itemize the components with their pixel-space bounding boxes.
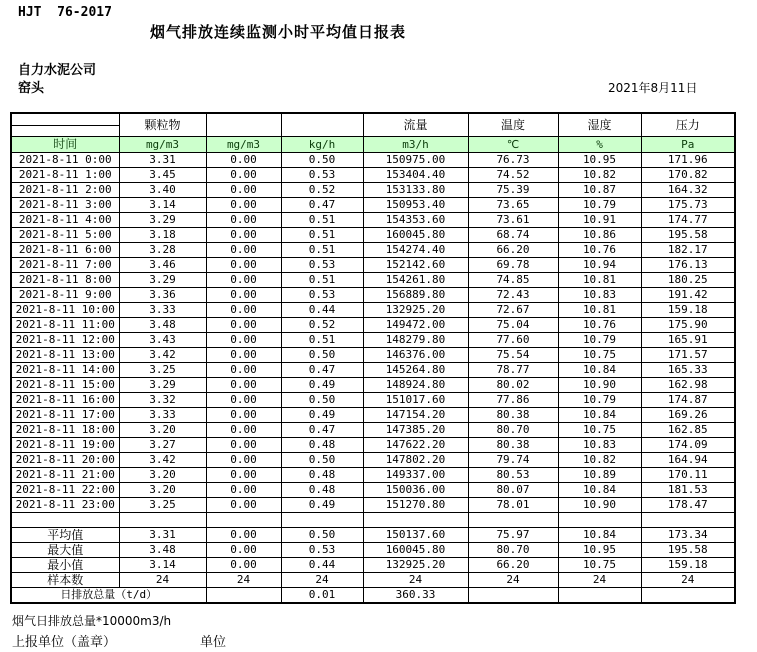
value-cell: 76.73 (468, 153, 558, 168)
value-cell: 174.87 (641, 393, 735, 408)
value-cell: 171.96 (641, 153, 735, 168)
reporting-unit-label: 上报单位（盖章） (12, 635, 117, 650)
time-cell: 2021-8-11 21:00 (11, 468, 119, 483)
page-title: 烟气排放连续监测小时平均值日报表 (150, 23, 407, 41)
value-cell: 181.53 (641, 483, 735, 498)
corner-cell-top (11, 113, 119, 125)
table-row (11, 438, 735, 453)
table-row (11, 153, 735, 168)
table-row (11, 348, 735, 363)
value-cell: 10.81 (558, 273, 641, 288)
time-cell: 2021-8-11 10:00 (11, 303, 119, 318)
table-row (11, 198, 735, 213)
value-cell: 10.86 (558, 228, 641, 243)
summary-value-cell: 24 (468, 573, 558, 588)
value-cell: 3.33 (119, 303, 206, 318)
value-cell: 0.47 (281, 363, 363, 378)
standard-code: HJT 76-2017 (18, 5, 112, 20)
value-cell: 80.70 (468, 423, 558, 438)
value-cell: 10.79 (558, 393, 641, 408)
value-cell: 149472.00 (363, 318, 468, 333)
header-row-1 (11, 113, 735, 125)
empty-cell (468, 513, 558, 528)
value-cell: 195.58 (641, 228, 735, 243)
table-row (11, 183, 735, 198)
unit-cell-temperature: ℃ (468, 137, 558, 153)
time-cell: 2021-8-11 16:00 (11, 393, 119, 408)
value-cell: 0.00 (206, 453, 281, 468)
value-cell: 154353.60 (363, 213, 468, 228)
value-cell: 72.67 (468, 303, 558, 318)
value-cell: 0.00 (206, 468, 281, 483)
summary-value-cell: 0.00 (206, 528, 281, 543)
table-row (11, 423, 735, 438)
summary-value-cell (641, 588, 735, 604)
summary-row (11, 573, 735, 588)
value-cell: 145264.80 (363, 363, 468, 378)
value-cell: 0.52 (281, 318, 363, 333)
value-cell: 73.65 (468, 198, 558, 213)
value-cell: 147385.20 (363, 423, 468, 438)
value-cell: 0.00 (206, 348, 281, 363)
summary-label-cell: 最小值 (11, 558, 119, 573)
value-cell: 0.48 (281, 468, 363, 483)
summary-value-cell (468, 588, 558, 604)
value-cell: 146376.00 (363, 348, 468, 363)
value-cell: 170.11 (641, 468, 735, 483)
summary-value-cell (206, 588, 281, 604)
value-cell: 3.18 (119, 228, 206, 243)
time-cell: 2021-8-11 3:00 (11, 198, 119, 213)
summary-row (11, 558, 735, 573)
time-cell: 2021-8-11 1:00 (11, 168, 119, 183)
value-cell: 10.75 (558, 423, 641, 438)
value-cell: 80.38 (468, 408, 558, 423)
value-cell: 3.29 (119, 273, 206, 288)
value-cell: 151017.60 (363, 393, 468, 408)
value-cell: 147154.20 (363, 408, 468, 423)
summary-label-cell: 平均值 (11, 528, 119, 543)
summary-value-cell: 75.97 (468, 528, 558, 543)
value-cell: 73.61 (468, 213, 558, 228)
value-cell: 10.83 (558, 438, 641, 453)
empty-cell (363, 513, 468, 528)
summary-value-cell (558, 588, 641, 604)
summary-label-cell: 最大值 (11, 543, 119, 558)
table-row (11, 363, 735, 378)
value-cell: 165.33 (641, 363, 735, 378)
summary-value-cell: 0.00 (206, 558, 281, 573)
col-header-humidity: 湿度 (558, 113, 641, 137)
time-cell: 2021-8-11 19:00 (11, 438, 119, 453)
value-cell: 80.38 (468, 438, 558, 453)
value-cell: 152142.60 (363, 258, 468, 273)
value-cell: 150953.40 (363, 198, 468, 213)
table-row (11, 243, 735, 258)
value-cell: 171.57 (641, 348, 735, 363)
value-cell: 191.42 (641, 288, 735, 303)
value-cell: 0.47 (281, 423, 363, 438)
company-name: 自力水泥公司 (18, 63, 97, 78)
summary-value-cell: 0.44 (281, 558, 363, 573)
value-cell: 175.90 (641, 318, 735, 333)
value-cell: 79.74 (468, 453, 558, 468)
summary-value-cell: 10.75 (558, 558, 641, 573)
table-row (11, 468, 735, 483)
value-cell: 147622.20 (363, 438, 468, 453)
table-row (11, 453, 735, 468)
value-cell: 10.83 (558, 288, 641, 303)
table-row (11, 288, 735, 303)
summary-value-cell: 10.95 (558, 543, 641, 558)
value-cell: 3.48 (119, 318, 206, 333)
value-cell: 159.18 (641, 303, 735, 318)
value-cell: 10.76 (558, 318, 641, 333)
summary-value-cell: 3.31 (119, 528, 206, 543)
time-cell: 2021-8-11 13:00 (11, 348, 119, 363)
unit-cell-flow: m3/h (363, 137, 468, 153)
value-cell: 0.00 (206, 318, 281, 333)
value-cell: 150036.00 (363, 483, 468, 498)
value-cell: 0.00 (206, 213, 281, 228)
summary-row (11, 588, 735, 604)
empty-cell (641, 513, 735, 528)
value-cell: 10.79 (558, 333, 641, 348)
time-cell: 2021-8-11 20:00 (11, 453, 119, 468)
value-cell: 162.85 (641, 423, 735, 438)
value-cell: 78.01 (468, 498, 558, 513)
value-cell: 3.31 (119, 153, 206, 168)
table-row (11, 483, 735, 498)
value-cell: 3.36 (119, 288, 206, 303)
value-cell: 0.00 (206, 198, 281, 213)
summary-label-cell: 样本数 (11, 573, 119, 588)
value-cell: 10.75 (558, 348, 641, 363)
value-cell: 3.45 (119, 168, 206, 183)
value-cell: 3.25 (119, 363, 206, 378)
value-cell: 0.50 (281, 153, 363, 168)
col-header-blank-2 (281, 113, 363, 137)
empty-cell (119, 513, 206, 528)
value-cell: 149337.00 (363, 468, 468, 483)
summary-label-cell: 日排放总量（t/d） (11, 588, 206, 604)
time-cell: 2021-8-11 18:00 (11, 423, 119, 438)
summary-value-cell: 159.18 (641, 558, 735, 573)
value-cell: 3.29 (119, 378, 206, 393)
summary-row (11, 543, 735, 558)
time-cell: 2021-8-11 2:00 (11, 183, 119, 198)
summary-value-cell: 0.01 (281, 588, 363, 604)
time-cell: 2021-8-11 9:00 (11, 288, 119, 303)
value-cell: 0.00 (206, 378, 281, 393)
value-cell: 0.00 (206, 168, 281, 183)
table-row (11, 318, 735, 333)
value-cell: 0.00 (206, 243, 281, 258)
value-cell: 175.73 (641, 198, 735, 213)
footer-note: 烟气日排放总量*10000m3/h (12, 614, 172, 628)
summary-value-cell: 0.53 (281, 543, 363, 558)
value-cell: 148924.80 (363, 378, 468, 393)
time-cell: 2021-8-11 15:00 (11, 378, 119, 393)
table-row (11, 213, 735, 228)
value-cell: 0.48 (281, 438, 363, 453)
time-cell: 2021-8-11 8:00 (11, 273, 119, 288)
value-cell: 0.53 (281, 288, 363, 303)
monitoring-point: 窑头 (18, 81, 45, 96)
summary-value-cell: 3.14 (119, 558, 206, 573)
value-cell: 164.32 (641, 183, 735, 198)
value-cell: 0.49 (281, 408, 363, 423)
value-cell: 3.20 (119, 483, 206, 498)
summary-row (11, 528, 735, 543)
value-cell: 132925.20 (363, 303, 468, 318)
value-cell: 0.47 (281, 198, 363, 213)
summary-value-cell: 24 (558, 573, 641, 588)
summary-value-cell: 3.48 (119, 543, 206, 558)
value-cell: 0.00 (206, 393, 281, 408)
value-cell: 0.00 (206, 438, 281, 453)
summary-value-cell: 24 (641, 573, 735, 588)
value-cell: 180.25 (641, 273, 735, 288)
value-cell: 3.42 (119, 453, 206, 468)
unit-cell-humidity: % (558, 137, 641, 153)
value-cell: 10.84 (558, 408, 641, 423)
value-cell: 164.94 (641, 453, 735, 468)
value-cell: 165.91 (641, 333, 735, 348)
value-cell: 10.87 (558, 183, 641, 198)
value-cell: 178.47 (641, 498, 735, 513)
empty-cell (11, 513, 119, 528)
value-cell: 153404.40 (363, 168, 468, 183)
time-cell: 2021-8-11 0:00 (11, 153, 119, 168)
value-cell: 10.90 (558, 498, 641, 513)
unit-label: 单位 (200, 635, 227, 650)
empty-cell (281, 513, 363, 528)
table-row (11, 168, 735, 183)
value-cell: 10.84 (558, 483, 641, 498)
units-row (11, 137, 735, 153)
summary-value-cell: 0.00 (206, 543, 281, 558)
summary-value-cell: 66.20 (468, 558, 558, 573)
value-cell: 160045.80 (363, 228, 468, 243)
summary-value-cell: 195.58 (641, 543, 735, 558)
summary-value-cell: 150137.60 (363, 528, 468, 543)
spacer-row (11, 513, 735, 528)
value-cell: 77.86 (468, 393, 558, 408)
value-cell: 10.76 (558, 243, 641, 258)
value-cell: 3.27 (119, 438, 206, 453)
value-cell: 147802.20 (363, 453, 468, 468)
table-row (11, 273, 735, 288)
value-cell: 10.84 (558, 363, 641, 378)
summary-value-cell: 0.50 (281, 528, 363, 543)
unit-cell-pm1: mg/m3 (119, 137, 206, 153)
value-cell: 182.17 (641, 243, 735, 258)
value-cell: 0.51 (281, 273, 363, 288)
value-cell: 0.00 (206, 333, 281, 348)
time-cell: 2021-8-11 6:00 (11, 243, 119, 258)
value-cell: 0.00 (206, 288, 281, 303)
value-cell: 0.00 (206, 498, 281, 513)
summary-value-cell: 24 (363, 573, 468, 588)
value-cell: 78.77 (468, 363, 558, 378)
value-cell: 0.00 (206, 228, 281, 243)
value-cell: 0.00 (206, 153, 281, 168)
summary-value-cell: 160045.80 (363, 543, 468, 558)
value-cell: 3.25 (119, 498, 206, 513)
value-cell: 0.44 (281, 303, 363, 318)
value-cell: 75.54 (468, 348, 558, 363)
summary-value-cell: 132925.20 (363, 558, 468, 573)
value-cell: 3.40 (119, 183, 206, 198)
col-header-blank-1 (206, 113, 281, 137)
value-cell: 170.82 (641, 168, 735, 183)
value-cell: 75.04 (468, 318, 558, 333)
value-cell: 148279.80 (363, 333, 468, 348)
value-cell: 150975.00 (363, 153, 468, 168)
value-cell: 75.39 (468, 183, 558, 198)
report-date: 2021年8月11日 (608, 81, 698, 95)
time-cell: 2021-8-11 11:00 (11, 318, 119, 333)
value-cell: 154274.40 (363, 243, 468, 258)
value-cell: 0.51 (281, 243, 363, 258)
value-cell: 10.94 (558, 258, 641, 273)
summary-value-cell: 24 (281, 573, 363, 588)
value-cell: 80.02 (468, 378, 558, 393)
summary-value-cell: 360.33 (363, 588, 468, 604)
value-cell: 169.26 (641, 408, 735, 423)
summary-value-cell: 173.34 (641, 528, 735, 543)
value-cell: 174.09 (641, 438, 735, 453)
summary-value-cell: 10.84 (558, 528, 641, 543)
time-cell: 2021-8-11 4:00 (11, 213, 119, 228)
value-cell: 153133.80 (363, 183, 468, 198)
value-cell: 174.77 (641, 213, 735, 228)
value-cell: 74.52 (468, 168, 558, 183)
time-cell: 2021-8-11 7:00 (11, 258, 119, 273)
time-column-header: 时间 (11, 137, 119, 153)
corner-cell-bottom (11, 125, 119, 137)
value-cell: 3.20 (119, 423, 206, 438)
value-cell: 151270.80 (363, 498, 468, 513)
unit-cell-pressure: Pa (641, 137, 735, 153)
summary-value-cell: 24 (206, 573, 281, 588)
table-row (11, 258, 735, 273)
col-header-temperature: 温度 (468, 113, 558, 137)
report-table (10, 112, 736, 604)
value-cell: 66.20 (468, 243, 558, 258)
value-cell: 69.78 (468, 258, 558, 273)
value-cell: 156889.80 (363, 288, 468, 303)
value-cell: 0.00 (206, 408, 281, 423)
value-cell: 3.42 (119, 348, 206, 363)
value-cell: 0.00 (206, 258, 281, 273)
value-cell: 74.85 (468, 273, 558, 288)
value-cell: 0.49 (281, 498, 363, 513)
value-cell: 3.20 (119, 468, 206, 483)
value-cell: 10.82 (558, 168, 641, 183)
table-row (11, 498, 735, 513)
col-header-particulate: 颗粒物 (119, 113, 206, 137)
value-cell: 10.90 (558, 378, 641, 393)
time-cell: 2021-8-11 5:00 (11, 228, 119, 243)
value-cell: 77.60 (468, 333, 558, 348)
value-cell: 0.00 (206, 483, 281, 498)
col-header-pressure: 压力 (641, 113, 735, 137)
value-cell: 10.95 (558, 153, 641, 168)
empty-cell (206, 513, 281, 528)
value-cell: 80.53 (468, 468, 558, 483)
value-cell: 162.98 (641, 378, 735, 393)
value-cell: 80.07 (468, 483, 558, 498)
time-cell: 2021-8-11 23:00 (11, 498, 119, 513)
value-cell: 3.43 (119, 333, 206, 348)
table-row (11, 378, 735, 393)
value-cell: 0.49 (281, 378, 363, 393)
value-cell: 0.50 (281, 453, 363, 468)
value-cell: 0.00 (206, 303, 281, 318)
time-cell: 2021-8-11 22:00 (11, 483, 119, 498)
value-cell: 10.89 (558, 468, 641, 483)
summary-value-cell: 24 (119, 573, 206, 588)
value-cell: 3.28 (119, 243, 206, 258)
value-cell: 0.53 (281, 258, 363, 273)
value-cell: 0.50 (281, 348, 363, 363)
value-cell: 10.82 (558, 453, 641, 468)
unit-cell-pm2: mg/m3 (206, 137, 281, 153)
table-row (11, 393, 735, 408)
value-cell: 3.29 (119, 213, 206, 228)
time-cell: 2021-8-11 14:00 (11, 363, 119, 378)
value-cell: 10.91 (558, 213, 641, 228)
value-cell: 3.14 (119, 198, 206, 213)
value-cell: 0.48 (281, 483, 363, 498)
table-row (11, 333, 735, 348)
value-cell: 0.51 (281, 228, 363, 243)
value-cell: 0.51 (281, 213, 363, 228)
value-cell: 154261.80 (363, 273, 468, 288)
empty-cell (558, 513, 641, 528)
value-cell: 3.46 (119, 258, 206, 273)
table-row (11, 408, 735, 423)
value-cell: 0.00 (206, 363, 281, 378)
summary-value-cell: 80.70 (468, 543, 558, 558)
value-cell: 0.51 (281, 333, 363, 348)
value-cell: 10.79 (558, 198, 641, 213)
value-cell: 0.52 (281, 183, 363, 198)
time-cell: 2021-8-11 17:00 (11, 408, 119, 423)
value-cell: 10.81 (558, 303, 641, 318)
value-cell: 0.53 (281, 168, 363, 183)
unit-cell-rate: kg/h (281, 137, 363, 153)
table-row (11, 228, 735, 243)
value-cell: 0.00 (206, 183, 281, 198)
value-cell: 3.33 (119, 408, 206, 423)
value-cell: 3.32 (119, 393, 206, 408)
value-cell: 68.74 (468, 228, 558, 243)
value-cell: 0.00 (206, 423, 281, 438)
value-cell: 176.13 (641, 258, 735, 273)
value-cell: 0.00 (206, 273, 281, 288)
value-cell: 0.50 (281, 393, 363, 408)
value-cell: 72.43 (468, 288, 558, 303)
time-cell: 2021-8-11 12:00 (11, 333, 119, 348)
table-row (11, 303, 735, 318)
col-header-flow: 流量 (363, 113, 468, 137)
